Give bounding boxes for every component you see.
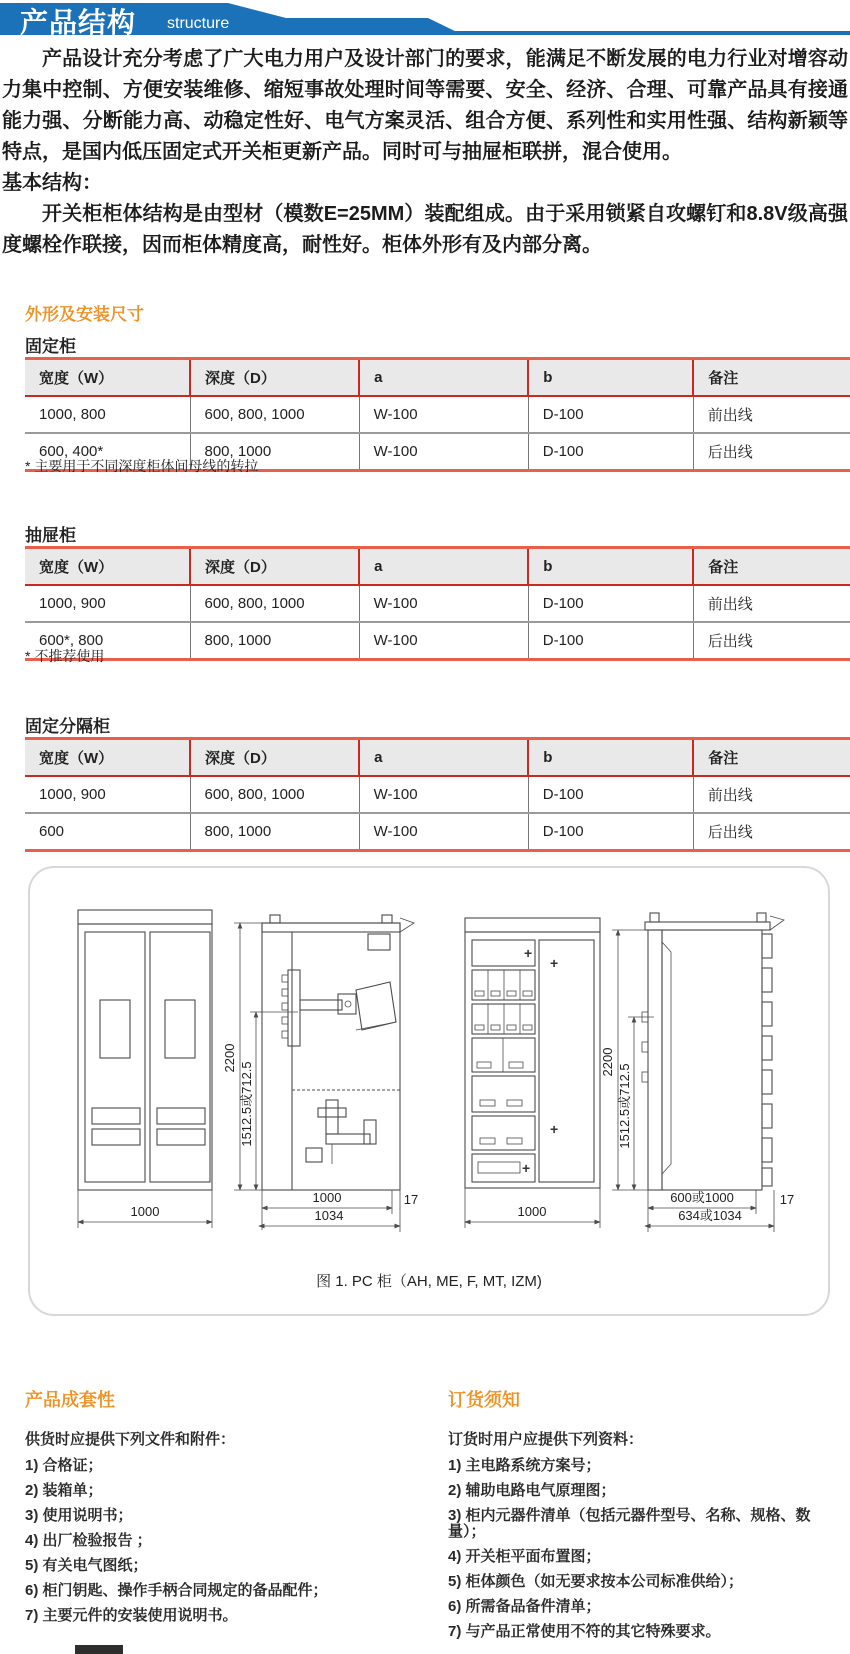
cell: W-100 [359, 396, 528, 433]
list-item: 7) 主要元件的安装使用说明书。 [25, 1607, 238, 1624]
cell: W-100 [359, 813, 528, 851]
cell: 800, 1000 [190, 813, 359, 851]
cell: 600 [25, 813, 190, 851]
cell: W-100 [359, 433, 528, 471]
dim-label-b-gap: 17 [403, 1192, 419, 1207]
drawer-cabinet-title: 抽屉柜 [25, 526, 76, 545]
cell: 后出线 [693, 622, 850, 660]
col-header-width: 宽度（W） [25, 359, 190, 397]
table-row [25, 776, 850, 813]
plus-mark: + [522, 1160, 531, 1176]
fixed-partition-cabinet-title: 固定分隔柜 [25, 717, 110, 736]
drawer-cabinet-footnote: * 不推荐使用 [25, 648, 105, 664]
ordering-notes-intro: 订货时用户应提供下列资料： [448, 1431, 644, 1448]
col-header-note: 备注 [693, 739, 850, 777]
product-completeness-intro: 供货时应提供下列文件和附件： [25, 1431, 236, 1448]
dim-label-d-w2: 634或1034 [678, 1208, 742, 1223]
table-row [25, 396, 850, 433]
list-item: 5) 有关电气图纸； [25, 1557, 148, 1574]
list-item: 3) 柜内元器件清单（包括元器件型号、名称、规格、数量）； [448, 1507, 811, 1540]
list-item: 1) 合格证； [25, 1457, 103, 1474]
cell: D-100 [528, 585, 693, 622]
cell: D-100 [528, 813, 693, 851]
dim-label-b-height: 2200 [222, 1043, 237, 1073]
ordering-notes-section [448, 1386, 843, 1649]
cell: 600*, 800 [25, 622, 190, 660]
list-item: 4) 开关柜平面布置图； [448, 1548, 601, 1565]
cell: W-100 [359, 622, 528, 660]
fixed-cabinet-title: 固定柜 [25, 337, 76, 356]
dim-label-d-gap: 17 [779, 1192, 795, 1207]
cell: 后出线 [693, 813, 850, 851]
col-header-depth: 深度（D） [190, 548, 359, 586]
ordering-notes-heading: 订货须知 [448, 1390, 520, 1410]
cell: 600, 800, 1000 [190, 396, 359, 433]
col-header-note: 备注 [693, 548, 850, 586]
cell: 800, 1000 [190, 622, 359, 660]
cell: 前出线 [693, 396, 850, 433]
col-header-b: b [528, 739, 693, 777]
cell: 600, 800, 1000 [190, 585, 359, 622]
drawer-cabinet-table [25, 546, 850, 661]
dimensions-heading: 外形及安装尺寸 [25, 305, 144, 324]
col-header-depth: 深度（D） [190, 739, 359, 777]
table-header-row [25, 739, 850, 777]
table-header-row [25, 548, 850, 586]
cell: W-100 [359, 585, 528, 622]
side-view-drawing [600, 913, 794, 1232]
side-section-drawing [222, 915, 418, 1232]
page-subtitle: structure [167, 15, 230, 32]
dim-label-b-inner: 1512.5或712.5 [239, 1061, 254, 1147]
col-header-b: b [528, 359, 693, 397]
table-header-row [25, 359, 850, 397]
cell: 600, 400* [25, 433, 190, 471]
list-item: 6) 柜门钥匙、操作手柄合同规定的备品配件； [25, 1582, 328, 1599]
col-header-a: a [359, 548, 528, 586]
basic-structure-label: 基本结构： [2, 172, 102, 194]
drawer-front-view-drawing [465, 918, 600, 1228]
product-completeness-list [25, 1458, 430, 1624]
list-item: 3) 使用说明书； [25, 1507, 133, 1524]
cell: D-100 [528, 622, 693, 660]
cabinet-drawings [30, 872, 826, 1272]
cell: 800, 1000 [190, 433, 359, 471]
intro-paragraph-2: 开关柜柜体结构是由型材（模数E=25MM）装配组成。由于采用锁紧自攻螺钉和8.8V级高强度螺栓作联接，因而柜体精度高，耐性好。柜体外形有及内部分离。 [2, 203, 848, 256]
page-footer-mark [75, 1645, 123, 1654]
ordering-notes-list [448, 1458, 843, 1640]
plus-mark: + [550, 955, 559, 971]
col-header-a: a [359, 359, 528, 397]
intro-paragraph-1: 产品设计充分考虑了广大电力用户及设计部门的要求，能满足不断发展的电力行业对增容动力集中控制、方便安装维修、缩短事故处理时间等需要、安全、经济、合理、可靠产品具有接通能力强、分断能力高、动稳定性好、电气方案灵活、组合方便、系列性和实用性强、结构新颖等特点，是国内低压固定式开关柜更新产品。同时可与抽屉柜联拼，混合使用。 [2, 48, 848, 163]
col-header-width: 宽度（W） [25, 739, 190, 777]
page-banner [0, 0, 850, 42]
dim-label-b-w2: 1034 [314, 1208, 344, 1223]
figure-caption: 图 1. PC 柜（AH, ME, F, MT, IZM) [316, 1273, 542, 1290]
plus-mark: + [550, 1121, 559, 1137]
cell: 后出线 [693, 433, 850, 471]
dim-label-a-width: 1000 [130, 1204, 160, 1219]
cell: W-100 [359, 776, 528, 813]
cell: D-100 [528, 433, 693, 471]
list-item: 2) 辅助电路电气原理图； [448, 1482, 616, 1499]
list-item: 1) 主电路系统方案号； [448, 1457, 601, 1474]
list-item: 5) 柜体颜色（如无要求按本公司标准供给）； [448, 1573, 744, 1590]
fixed-cabinet-table-wrap [25, 357, 850, 472]
col-header-a: a [359, 739, 528, 777]
col-header-b: b [528, 548, 693, 586]
col-header-note: 备注 [693, 359, 850, 397]
cell: 1000, 900 [25, 585, 190, 622]
intro-text [0, 44, 850, 298]
front-view-drawing [78, 910, 212, 1228]
list-item: 4) 出厂检验报告 ； [25, 1532, 152, 1549]
fixed-partition-table [25, 737, 850, 852]
cell: D-100 [528, 396, 693, 433]
fixed-cabinet-table [25, 357, 850, 472]
cell: 1000, 800 [25, 396, 190, 433]
cell: 前出线 [693, 585, 850, 622]
dim-label-d-w1: 600或1000 [670, 1190, 734, 1205]
dim-label-d-height: 2200 [600, 1047, 615, 1077]
fixed-partition-table-wrap [25, 737, 850, 852]
table-row [25, 813, 850, 851]
col-header-width: 宽度（W） [25, 548, 190, 586]
dim-label-c-width: 1000 [517, 1204, 547, 1219]
table-row [25, 622, 850, 660]
list-item: 2) 装箱单； [25, 1482, 103, 1499]
fixed-cabinet-footnote: * 主要用于不同深度柜体间母线的转拉 [25, 458, 259, 474]
dim-label-b-w1: 1000 [312, 1190, 342, 1205]
product-completeness-heading: 产品成套性 [25, 1390, 115, 1410]
figure-box [28, 866, 830, 1316]
col-header-depth: 深度（D） [190, 359, 359, 397]
drawer-cabinet-table-wrap [25, 546, 850, 661]
table-row [25, 585, 850, 622]
cell: D-100 [528, 776, 693, 813]
list-item: 7) 与产品正常使用不符的其它特殊要求。 [448, 1623, 721, 1640]
plus-mark: + [524, 945, 533, 961]
product-completeness-section [25, 1386, 430, 1633]
list-item: 6) 所需备品备件清单； [448, 1598, 601, 1615]
cell: 1000, 900 [25, 776, 190, 813]
dim-label-d-inner: 1512.5或712.5 [617, 1063, 632, 1149]
cell: 600, 800, 1000 [190, 776, 359, 813]
cell: 前出线 [693, 776, 850, 813]
page-title: 产品结构 [20, 7, 137, 38]
